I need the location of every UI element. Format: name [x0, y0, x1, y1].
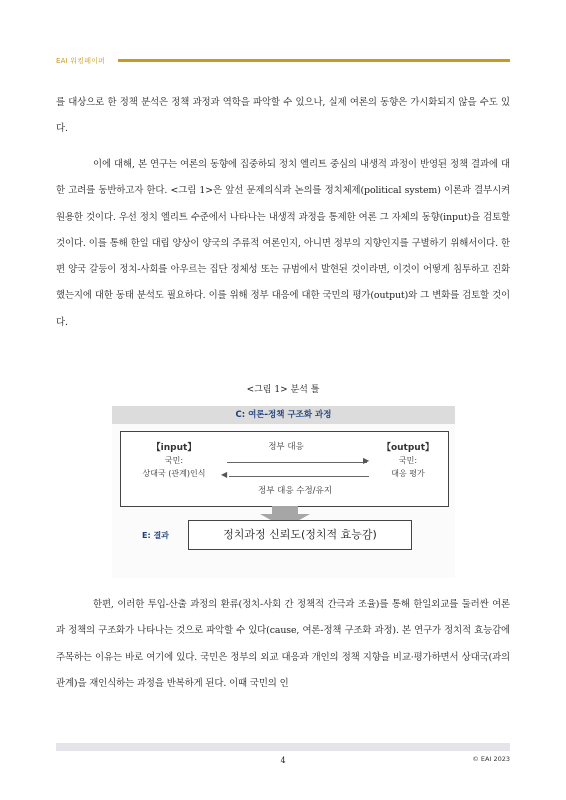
forward-arrow-head: ▶ [363, 456, 370, 465]
figure-process-box [120, 431, 449, 507]
backward-arrow-head: ◀ [221, 470, 228, 479]
copyright: © EAI 2023 [472, 755, 510, 763]
input-line-2: 상대국 (관계)인식 [142, 469, 206, 478]
header-label: EAI 워킹페이퍼 [56, 57, 106, 65]
gov-response-label: 정부 대응 [268, 442, 304, 452]
gov-adjust-label: 정부 대응 수정/유지 [258, 486, 332, 496]
figure [112, 406, 455, 578]
figure-caption: <그림 1> 분석 틀 [246, 385, 320, 395]
output-line-1: 국민: [398, 456, 418, 465]
page-number: 4 [280, 756, 286, 765]
backward-arrow [229, 476, 369, 477]
forward-arrow [227, 462, 367, 463]
input-label: 【input】 [151, 443, 197, 453]
output-line-2: 대응 평가 [391, 469, 425, 478]
paragraph-2: 이에 대해, 본 연구는 여론의 동향에 집중하되 정치 엘리트 중심의 내생적 과정이 반영된 정책 결과에 대한 고려를 동반하고자 한다. <그림 1>은 앞선 문제의식과 논의를 정치체제(political system) 이론과 결부시켜 원용한 것이다. 우선 정치 엘리트 수준에서 나타나는 내생적 과정을 통제한 여론 그 자체의 동향(input)을 검토할 것이다. 이를 통해 한일 대립 양상이 양국의 주류적 여론인지, 아니면 정부의 지향인지를 구별하기 위해서이다. 한편 양국 갈등이 정치-사회를 아우르는 집단 정체성 또는 규범에서 발현된 것이라면, 이것이 어떻게 침투하고 진화했는지에 대한 동태 분석도 필요하다. 이를 위해 정부 대응에 대한 국민의 평가(output)와 그 변화를 검토할 것이다. [56, 159, 510, 328]
paragraph-1: 를 대상으로 한 정책 분석은 정책 과정과 역학을 파악할 수 있으나, 실제 여론의 동향은 가시화되지 않을 수도 있다. [56, 97, 510, 135]
paragraph-3: 한편, 이러한 투입-산출 과정의 환류(정치-사회 간 정책적 간극과 조율)를 통해 한일외교를 둘러싼 여론과 정책의 구조화가 나타나는 것으로 파악할 수 있다(cause, 여론-정책 구조화 과정). 본 연구가 정치적 효능감에 주목하는 이유는 바로 여기에 있다. 국민은 정부의 외교 대응과 개인의 정책 지향을 비교·평가하면서 상대국(과의 관계)을 재인식하는 과정을 반복하게 된다. 이때 국민의 인 [56, 599, 510, 689]
output-label: 【output】 [381, 443, 435, 453]
input-line-1: 국민: [164, 456, 184, 465]
result-label: E: 결과 [142, 531, 169, 540]
footer-bar [56, 743, 510, 751]
figure-title: C: 여론-정책 구조화 과정 [112, 406, 455, 424]
result-box: 정치과정 신뢰도(정치적 효능감) [188, 520, 412, 550]
header-rule [118, 59, 510, 62]
